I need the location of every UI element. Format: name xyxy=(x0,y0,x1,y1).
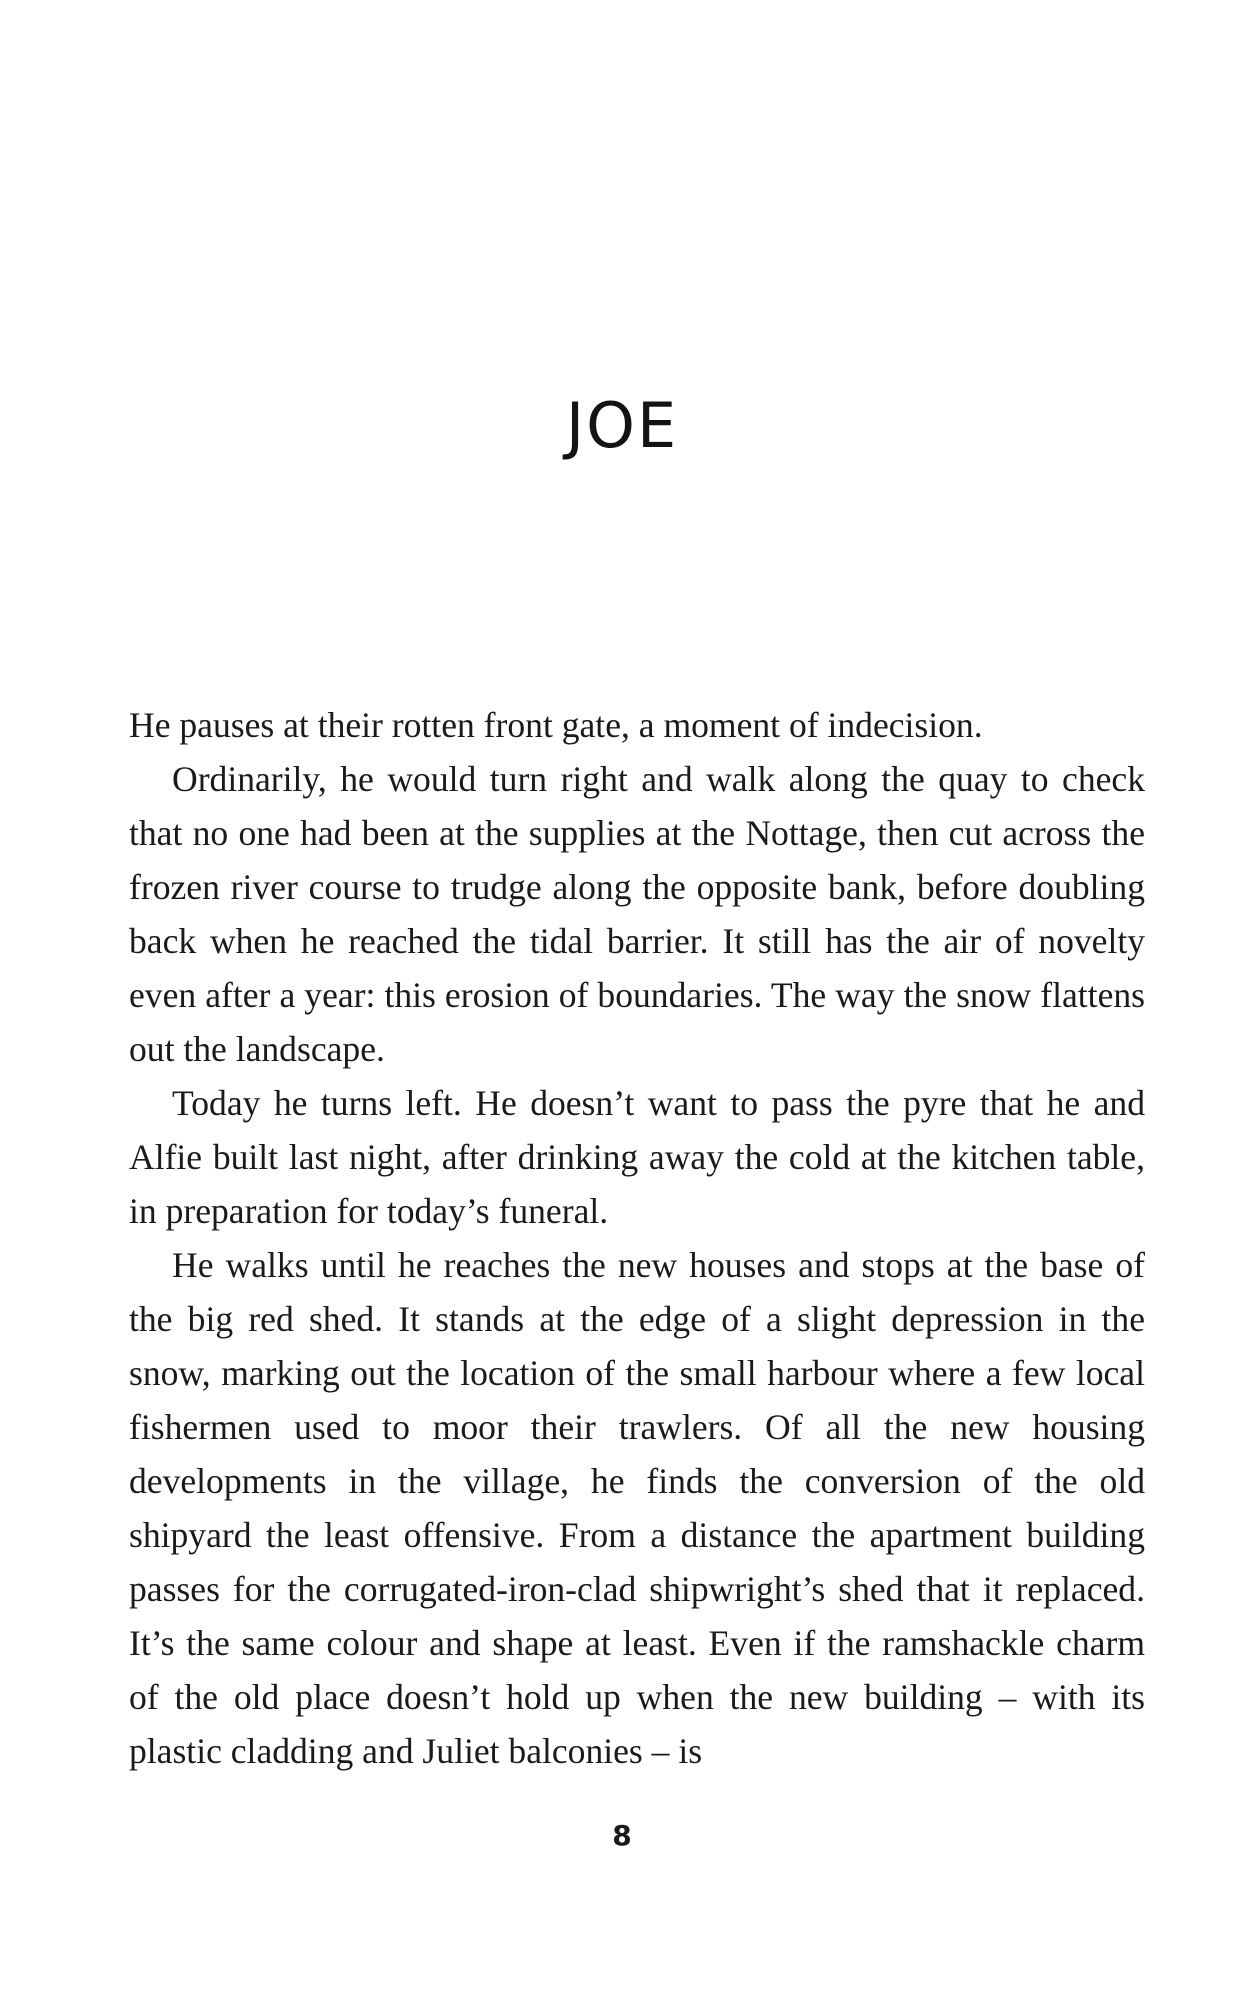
page-number: 8 xyxy=(612,1819,632,1852)
body-text xyxy=(129,698,1145,1778)
paragraph-1: He pauses at their rotten front gate, a moment of indecision. xyxy=(129,705,983,745)
paragraph-3: Today he turns left. He doesn’t want to pass the pyre that he and Alfie built last night, after drinking away the cold at the kitchen table, in preparation for today’s funeral. xyxy=(129,1083,1145,1231)
paragraph-2: Ordinarily, he would turn right and walk along the quay to check that no one had been at the supplies at the Nottage, then cut across the frozen river course to trudge along the opposite bank, before doubling back when he reached the tidal barrier. It still has the air of novelty even after a year: this erosion of boundaries. The way the snow flattens out the landscape. xyxy=(129,759,1145,1069)
chapter-title: JOE xyxy=(565,389,679,462)
paragraph-4: He walks until he reaches the new houses and stops at the base of the big red shed. It stands at the edge of a slight depression in the snow, marking out the location of the small harbour where a few local fishermen used to moor their trawlers. Of all the new housing developments in the village, he finds the conversion of the old shipyard the least offensive. From a distance the apartment building passes for the corrugated-iron-clad shipwright’s shed that it replaced. It’s the same colour and shape at least. Even if the ramshackle charm of the old place doesn’t hold up when the new building – with its plastic cladding and Juliet balconies – is xyxy=(129,1245,1145,1771)
